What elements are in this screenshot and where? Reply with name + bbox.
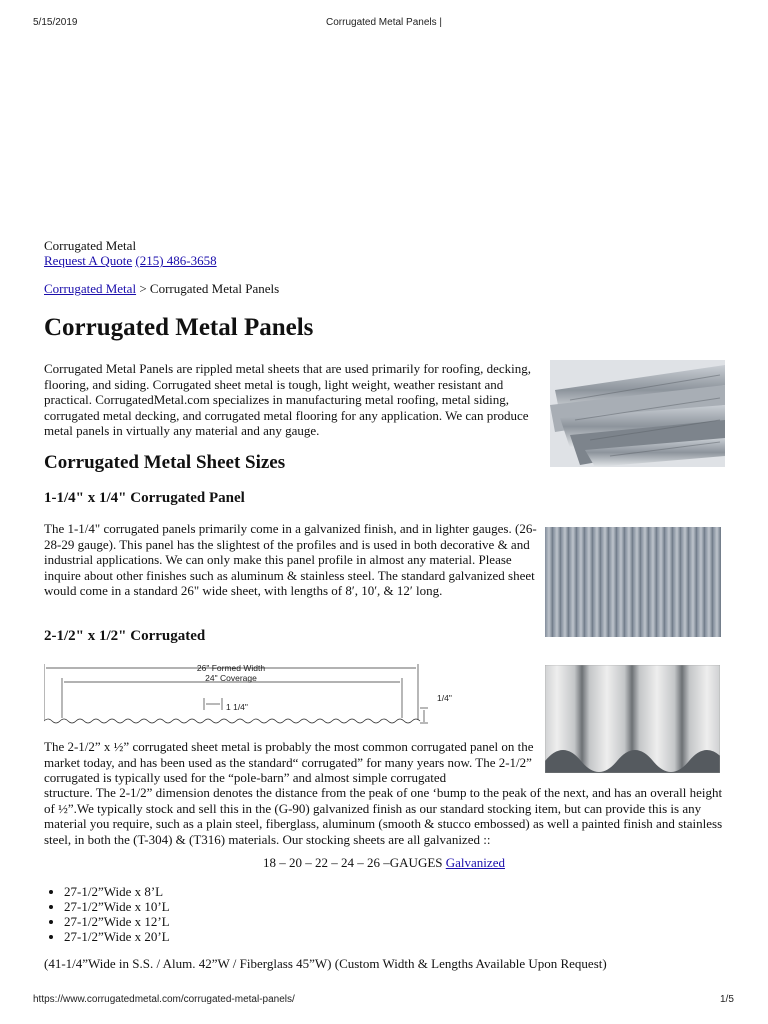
header-links [44, 253, 217, 269]
phone-link[interactable]: (215) 486-3658 [135, 253, 217, 268]
diagram-coverage: 24" Coverage [205, 673, 257, 683]
panel1-corrugated-image [545, 527, 721, 637]
print-url: https://www.corrugatedmetal.com/corrugated-metal-panels/ [33, 994, 295, 1005]
panel1-heading: 1-1/4" x 1/4" Corrugated Panel [44, 490, 245, 506]
print-title: Corrugated Metal Panels | [326, 17, 442, 28]
galvanized-link[interactable]: Galvanized [445, 855, 505, 870]
list-item: • 27-1/2”Wide x 8’L [64, 884, 170, 899]
panels-stack-art [550, 360, 725, 467]
panels-stack-image [550, 360, 725, 467]
panel1-paragraph: The 1-1/4" corrugated panels primarily come in a galvanized finish, and in lighter gauges. (26-28-29 gauge). This panel has the slightest of the profiles and is used in both decorative & and industrial applications. We can only make this panel profile in almost any material. Please inquire about other finishes such as aluminum & stainless steel. The standard galvanized sheet would come in a standard 26" wide sheet, with lengths of 8′, 10′, & 12′ long. [44, 521, 537, 598]
print-date: 5/15/2019 [33, 17, 78, 28]
panel1-corrugated-art [545, 527, 721, 637]
profile-diagram-art [44, 660, 474, 740]
panel2-paragraph-bottom: structure. The 2-1/2” dimension denotes the distance from the peak of one ‘bump to the peak of the next, and has an overall height of ½”.We typically stock and sell this in the (G-90) galvanized finish as our standard stocking item, but can provide this is any material you require, such as a plain steel, fiberglass, aluminum (smooth & stucco embossed) as well a painted finish and stainless steel, in both the (T-304) & (T316) materials. Our stocking sheets are all galvanized :: [44, 785, 723, 847]
site-name: Corrugated Metal [44, 238, 137, 253]
gauges-line [0, 855, 768, 871]
diagram-formed-width: 26" Formed Width [196, 663, 266, 673]
breadcrumb-current: Corrugated Metal Panels [149, 281, 280, 296]
diagram-pitch: 1 1/4" [226, 702, 248, 712]
panel2-corrugated-image [545, 665, 720, 773]
breadcrumb [44, 281, 279, 297]
panel2-paragraph-top: The 2-1/2” x ½” corrugated sheet metal is probably the most common corrugated panel on the market today, and has been used as the standard“ corrugated” for many years now. The 2-1/2” corrugated is typically used for the “pole-barn” and almost simple corrugated [44, 739, 534, 785]
gauges-text: 18 – 20 – 22 – 24 – 26 –GAUGES [263, 855, 446, 870]
list-item: • 27-1/2”Wide x 12’L [64, 914, 170, 929]
list-item: • 27-1/2”Wide x 20’L [64, 929, 170, 944]
panel2-heading: 2-1/2" x 1/2" Corrugated [44, 628, 206, 644]
breadcrumb-home-link[interactable]: Corrugated Metal [44, 281, 137, 296]
request-quote-link[interactable]: Request A Quote [44, 253, 133, 268]
list-item: • 27-1/2”Wide x 10’L [64, 899, 170, 914]
breadcrumb-separator: > [136, 281, 150, 296]
sizes-heading: Corrugated Metal Sheet Sizes [44, 452, 286, 473]
page-title: Corrugated Metal Panels [44, 314, 314, 341]
profile-diagram [44, 660, 474, 740]
intro-paragraph: Corrugated Metal Panels are rippled metal sheets that are used primarily for roofing, decking, flooring, and siding. Corrugated sheet metal is tough, light weight, weather resistant and practical. CorrugatedMetal.com specializes in manufacturing metal roofing, metal siding, corrugated metal decking, and corrugated metal flooring for any application. We can produce metal panels in virtually any material and any gauge. [44, 361, 531, 438]
panel2-corrugated-art [545, 665, 720, 773]
diagram-depth: 1/4" [437, 693, 452, 703]
sizes-list [44, 884, 170, 944]
print-page-number: 1/5 [720, 994, 734, 1005]
custom-note: (41-1/4”Wide in S.S. / Alum. 42”W / Fiberglass 45”W) (Custom Width & Lengths Available Upon Request) [44, 956, 607, 971]
